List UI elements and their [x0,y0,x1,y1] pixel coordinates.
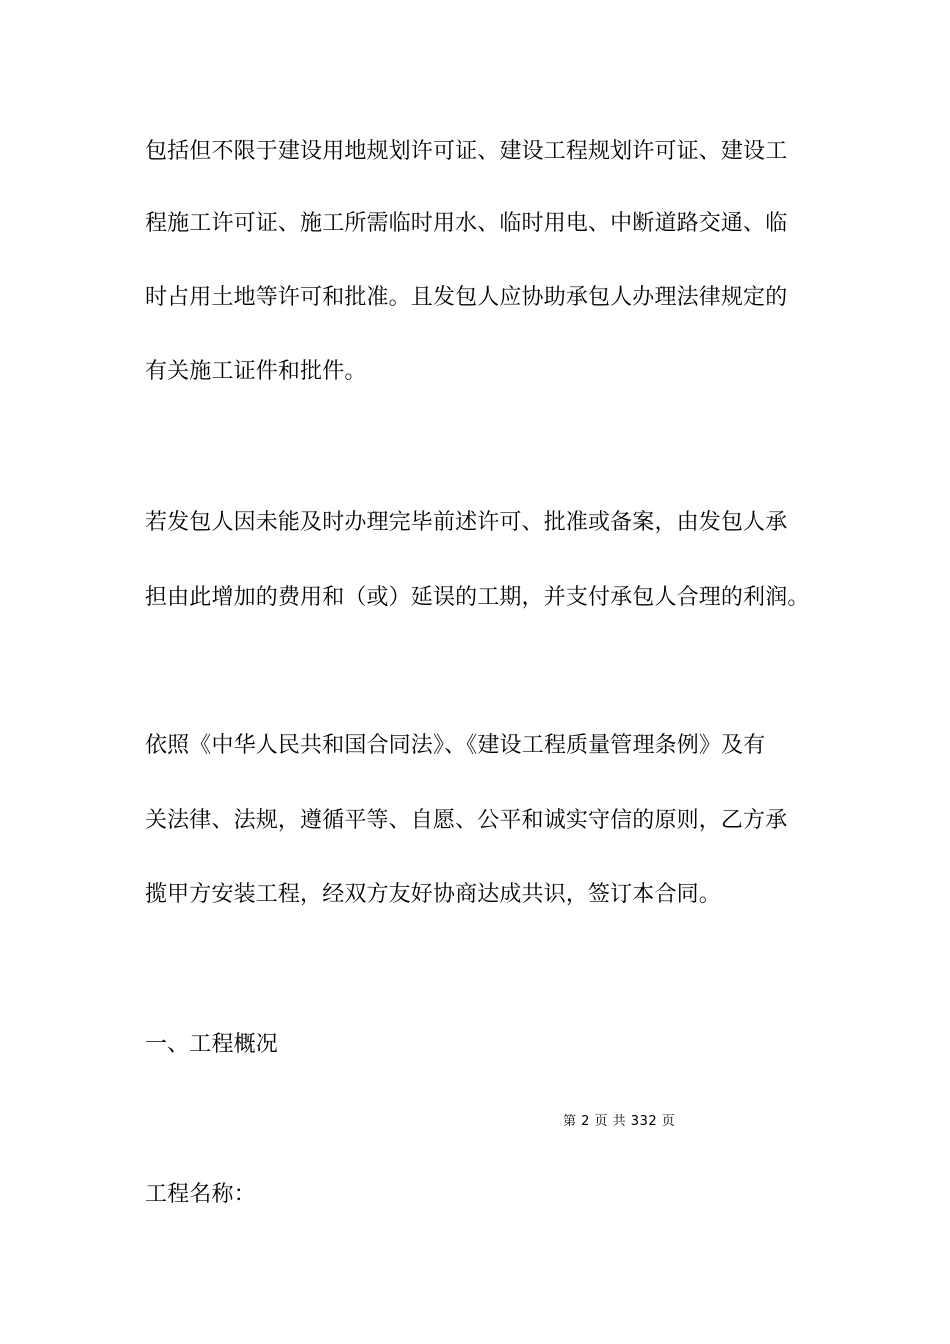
text-line: 有关施工证件和批件。 [145,359,367,384]
text-line: 揽甲方安装工程，经双方友好协商达成共识，签订本合同。 [145,882,721,907]
text-line: 时占用土地等许可和批准。且发包人应协助承包人办理法律规定的 [145,285,788,310]
page-number: 第 2 页 共 332 页 [563,1114,676,1129]
text-line: 关法律、法规，遵循平等、自愿、公平和诚实守信的原则，乙方承 [145,808,788,833]
field-label-project-name: 工程名称： [145,1182,256,1207]
text-line: 程施工许可证、施工所需临时用水、临时用电、中断道路交通、临 [145,211,788,236]
text-line: 担由此增加的费用和（或）延误的工期，并支付承包人合理的利润。 [145,585,810,610]
text-line: 包括但不限于建设用地规划许可证、建设工程规划许可证、建设工 [145,139,788,164]
text-line: 依照《中华人民共和国合同法》、《建设工程质量管理条例》及有 [145,733,766,758]
section-heading: 一、工程概况 [145,1032,278,1057]
text-line: 若发包人因未能及时办理完毕前述许可、批准或备案，由发包人承 [145,510,788,535]
